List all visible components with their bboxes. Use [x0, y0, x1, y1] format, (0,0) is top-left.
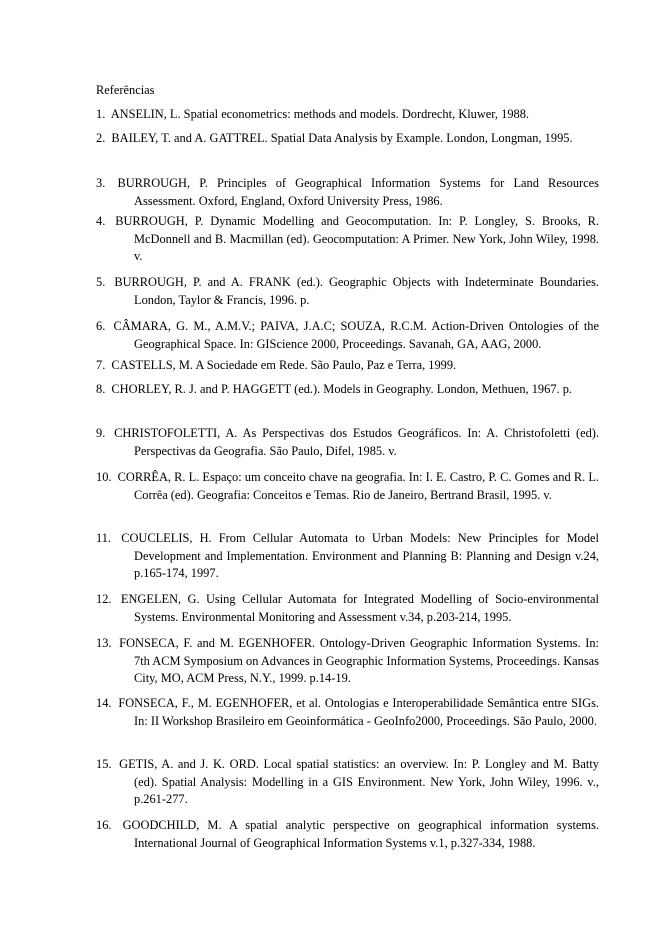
reference-number: 2. — [96, 131, 106, 145]
reference-number: 14. — [96, 696, 112, 710]
reference-item — [96, 756, 599, 809]
references-heading: Referências — [96, 83, 155, 97]
reference-number: 10. — [96, 470, 112, 484]
reference-number: 5. — [96, 275, 106, 289]
reference-item — [96, 425, 599, 460]
reference-number: 16. — [96, 818, 112, 832]
reference-number: 11. — [96, 531, 112, 545]
reference-item — [96, 274, 599, 309]
reference-number: 7. — [96, 358, 106, 372]
reference-item — [96, 591, 599, 626]
reference-item — [96, 817, 599, 852]
reference-item — [96, 357, 599, 375]
reference-item — [96, 175, 599, 210]
reference-text: CHORLEY, R. J. and P. HAGGETT (ed.). Models in Geography. London, Methuen, 1967. p. — [111, 382, 572, 396]
reference-number: 9. — [96, 426, 106, 440]
reference-item — [96, 530, 599, 583]
reference-item — [96, 130, 599, 148]
reference-number: 8. — [96, 382, 106, 396]
reference-item — [96, 213, 599, 266]
reference-number: 3. — [96, 176, 106, 190]
reference-text: ANSELIN, L. Spatial econometrics: methods and models. Dordrecht, Kluwer, 1988. — [110, 107, 530, 121]
reference-text: ENGELEN, G. Using Cellular Automata for Integrated Modelling of Socio-environmental Systems. Environmental Monitoring and Assessment v.34, p.203-214, 1995. — [120, 592, 599, 624]
reference-text: GOODCHILD, M. A spatial analytic perspective on geographical information systems. International Journal of Geographical Information Systems v.1, p.327-334, 1988. — [122, 818, 599, 850]
reference-text: CORRÊA, R. L. Espaço: um conceito chave na geografia. In: I. E. Castro, P. C. Gomes and R. L. Corrêa (ed). Geografia: Conceitos e Temas. Rio de Janeiro, Bertrand Brasil, 1995. v. — [117, 470, 599, 502]
reference-number: 13. — [96, 636, 112, 650]
reference-text: BURROUGH, P. Dynamic Modelling and Geocomputation. In: P. Longley, S. Brooks, R. McDonnell and B. Macmillan (ed). Geocomputation: A Primer. New York, John Wiley, 1998. v. — [115, 214, 599, 263]
reference-number: 6. — [96, 319, 106, 333]
reference-text: CASTELLS, M. A Sociedade em Rede. São Paulo, Paz e Terra, 1999. — [111, 358, 457, 372]
reference-item — [96, 381, 599, 399]
reference-text: BURROUGH, P. and A. FRANK (ed.). Geographic Objects with Indeterminate Boundaries. London, Taylor & Francis, 1996. p. — [114, 275, 599, 307]
reference-text: COUCLELIS, H. From Cellular Automata to Urban Models: New Principles for Model Development and Implementation. Environment and Planning B: Planning and Design v.24, p.165-174, 1997. — [121, 531, 599, 580]
reference-item — [96, 318, 599, 353]
reference-item — [96, 635, 599, 688]
reference-text: CHRISTOFOLETTI, A. As Perspectivas dos Estudos Geográficos. In: A. Christofoletti (ed). Perspectivas da Geografia. São Paulo, Difel, 1985. v. — [114, 426, 599, 458]
reference-text: BAILEY, T. and A. GATTREL. Spatial Data Analysis by Example. London, Longman, 1995. — [111, 131, 573, 145]
reference-text: FONSECA, F., M. EGENHOFER, et al. Ontologias e Interoperabilidade Semântica entre SIGs. In: II Workshop Brasileiro em Geoinformática - GeoInfo2000, Proceedings. São Paulo, 2000. — [118, 696, 599, 728]
reference-item — [96, 695, 599, 730]
reference-number: 4. — [96, 214, 106, 228]
reference-number: 12. — [96, 592, 112, 606]
reference-text: GETIS, A. and J. K. ORD. Local spatial statistics: an overview. In: P. Longley and M. Batty (ed). Spatial Analysis: Modelling in a GIS Environment. New York, John Wiley, 1996. v., p.261-277. — [119, 757, 599, 806]
reference-number: 15. — [96, 757, 112, 771]
reference-item — [96, 469, 599, 504]
reference-text: CÂMARA, G. M., A.M.V.; PAIVA, J.A.C; SOUZA, R.C.M. Action-Driven Ontologies of the Geographical Space. In: GIScience 2000, Proceedings. Savanah, GA, AAG, 2000. — [113, 319, 599, 351]
reference-text: BURROUGH, P. Principles of Geographical Information Systems for Land Resources Assessment. Oxford, England, Oxford University Press, 1986. — [117, 176, 599, 208]
reference-text: FONSECA, F. and M. EGENHOFER. Ontology-Driven Geographic Information Systems. In: 7th ACM Symposium on Advances in Geographic Information Systems, Proceedings. Kansas City, MO, ACM Press, N.Y., 1999. p.14-19. — [119, 636, 599, 685]
reference-number: 1. — [96, 107, 106, 121]
reference-item — [96, 106, 599, 124]
